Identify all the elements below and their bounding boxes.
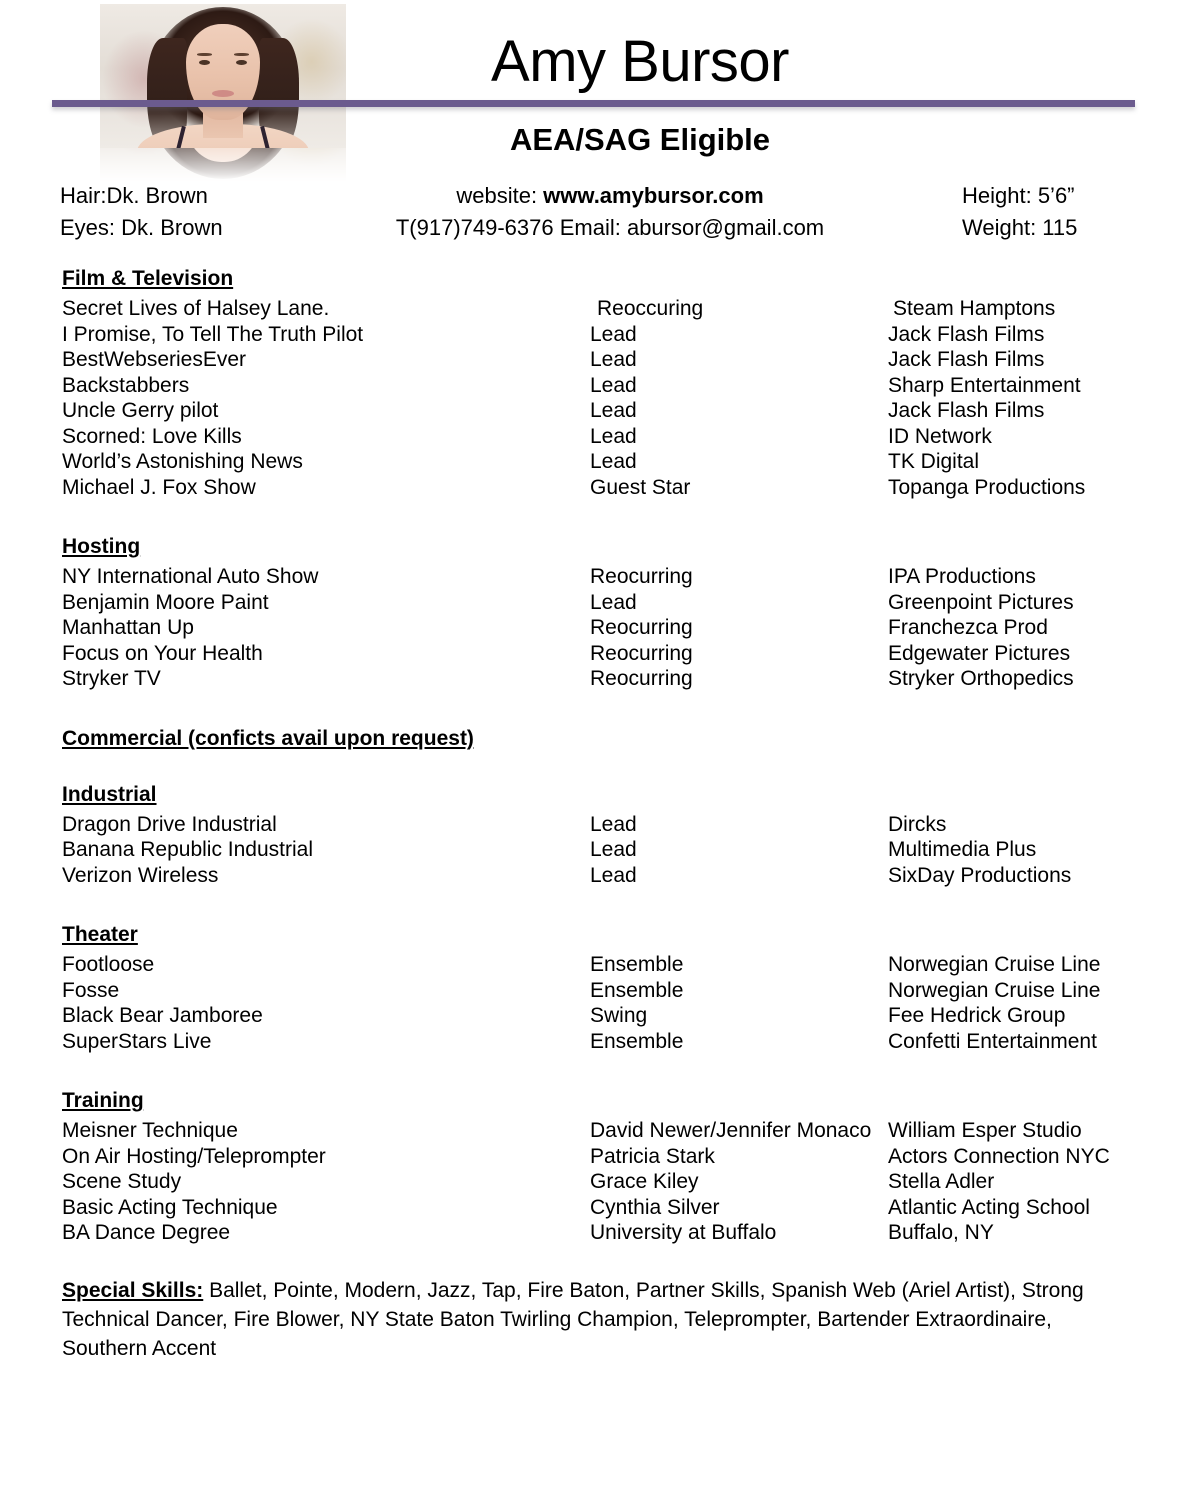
credit-title: Banana Republic Industrial [62,838,313,861]
credit-title: BA Dance Degree [62,1221,231,1244]
credit-title: Dragon Drive Industrial [62,812,277,836]
section-heading: Film & Television [62,267,234,290]
credit-row [0,1220,1200,1246]
website-prefix: website: [456,183,544,208]
credit-title: Footloose [62,953,155,976]
section-spacer [0,1246,1200,1276]
special-skills [0,1276,1200,1363]
section-heading: Training [62,1089,144,1112]
hair-color-label: Hair:Dk. Brown [60,183,208,208]
credit-title: World’s Astonishing News [62,450,303,473]
credit-title: Backstabbers [62,373,190,397]
credit-role: Lead [590,590,637,614]
section-industrial [0,778,1200,889]
section-film-television [0,262,1200,500]
resume-body [0,262,1200,1363]
website-url[interactable]: www.amybursor.com [543,183,764,208]
credit-title: Fosse [62,978,120,1002]
credit-row [0,812,1200,838]
section-heading: Hosting [62,535,141,558]
credit-row [0,449,1200,475]
credit-title: Meisner Technique [62,1119,238,1142]
credit-row [0,1169,1200,1195]
credit-role: Reocurring [590,616,693,639]
credit-role: David Newer/Jennifer Monaco [590,1119,872,1142]
credit-row [0,1029,1200,1055]
contact-info-block [0,180,1200,244]
credit-company: Actors Connection NYC [888,1144,1110,1168]
credit-row [0,837,1200,863]
eye-color-label: Eyes: Dk. Brown [60,215,223,240]
credit-role: Lead [590,863,637,887]
credit-row [0,1144,1200,1170]
credit-row [0,347,1200,373]
credit-title: Michael J. Fox Show [62,475,256,499]
credit-role: Cynthia Silver [590,1195,720,1219]
union-status: AEA/SAG Eligible [509,122,771,157]
credit-role: Grace Kiley [590,1170,699,1193]
credit-company: Jack Flash Films [888,322,1045,346]
section-commercial-conficts-avail-upon-request [0,722,1200,756]
phone-email-line[interactable]: T(917)749-6376 Email: abursor@gmail.com [395,215,825,240]
credit-company: Fee Hedrick Group [888,1004,1066,1027]
credit-company: Norwegian Cruise Line [888,978,1101,1002]
section-hosting [0,530,1200,692]
section-spacer [0,500,1200,530]
credit-title: Benjamin Moore Paint [62,590,269,614]
credit-role: Patricia Stark [590,1144,715,1168]
credit-title: Uncle Gerry pilot [62,399,219,422]
credit-company: Stryker Orthopedics [888,667,1074,690]
credit-role: Lead [590,399,637,422]
credit-title: I Promise, To Tell The Truth Pilot [62,322,364,346]
credit-row [0,1118,1200,1144]
credit-role: Swing [590,1004,648,1027]
credit-title: Manhattan Up [62,616,194,639]
credit-role: Lead [590,450,637,473]
special-skills-text: Ballet, Pointe, Modern, Jazz, Tap, Fire Baton, Partner Skills, Spanish Web (Ariel Artist), Strong Technical Dancer, Fire Blower, NY State Baton Twirling Champion, Teleprompter, Bartender Extraordinaire, Southern Accent [62,1278,1084,1360]
section-spacer [0,1054,1200,1084]
credit-title: Secret Lives of Halsey Lane. [62,297,330,320]
section-heading: Industrial [62,782,157,806]
credit-row [0,296,1200,322]
credit-role: Lead [590,838,637,861]
credit-company: Atlantic Acting School [888,1195,1090,1219]
credit-row [0,373,1200,399]
credit-row [0,398,1200,424]
contact-row-1 [0,180,1200,212]
credit-company: Steam Hamptons [893,297,1056,320]
credit-row [0,615,1200,641]
credit-company: Sharp Entertainment [888,373,1081,397]
credit-title: On Air Hosting/Teleprompter [62,1144,326,1168]
credit-company: Franchezca Prod [888,616,1048,639]
credit-company: Buffalo, NY [888,1221,994,1244]
credit-title: BestWebseriesEver [62,348,247,371]
credit-company: Norwegian Cruise Line [888,953,1101,976]
credit-company: Jack Flash Films [888,399,1045,422]
contact-row-2 [0,212,1200,244]
credit-title: SuperStars Live [62,1029,212,1053]
section-heading: Commercial (conficts avail upon request) [62,726,474,750]
credit-company: IPA Productions [888,565,1036,588]
credit-row [0,424,1200,450]
credit-company: Dircks [888,812,947,836]
credit-row [0,641,1200,667]
height-label: Height: 5’6” [962,183,1075,208]
credit-role: Lead [590,322,637,346]
section-spacer [0,888,1200,918]
section-theater [0,918,1200,1054]
credit-row [0,322,1200,348]
credit-row [0,1003,1200,1029]
credit-row [0,1195,1200,1221]
credit-company: Topanga Productions [888,475,1086,499]
section-spacer [0,756,1200,778]
credit-role: Lead [590,348,637,371]
credit-role: Ensemble [590,1029,684,1053]
credit-role: Guest Star [590,475,691,499]
credit-role: Ensemble [590,953,684,976]
credit-role: Ensemble [590,978,684,1002]
credit-row [0,863,1200,889]
credit-title: Basic Acting Technique [62,1195,278,1219]
special-skills-label: Special Skills: [62,1278,204,1302]
section-heading: Theater [62,923,138,946]
credit-title: Verizon Wireless [62,863,219,887]
resume-header [0,0,1200,250]
credit-title: Scene Study [62,1170,182,1193]
credit-row [0,590,1200,616]
credit-row [0,666,1200,692]
credit-title: Black Bear Jamboree [62,1004,263,1027]
credit-company: William Esper Studio [888,1119,1082,1142]
page-title: Amy Bursor [491,29,789,94]
credit-role: Reocurring [590,641,693,665]
credit-company: SixDay Productions [888,863,1072,887]
credit-role: Lead [590,424,637,448]
credit-row [0,564,1200,590]
credit-company: Jack Flash Films [888,348,1045,371]
credit-role: Reocurring [590,667,693,690]
weight-label: Weight: 115 [962,215,1078,240]
credit-role: Lead [590,812,637,836]
credit-row [0,978,1200,1004]
website-line [360,180,860,212]
credit-role: University at Buffalo [590,1221,777,1244]
credit-row [0,475,1200,501]
credit-company: ID Network [888,424,992,448]
credit-company: TK Digital [888,450,980,473]
section-spacer [0,692,1200,722]
credit-company: Stella Adler [888,1170,995,1193]
credit-title: Scorned: Love Kills [62,424,242,448]
credit-company: Confetti Entertainment [888,1029,1097,1053]
section-training [0,1084,1200,1246]
credit-role: Lead [590,373,637,397]
credit-title: Stryker TV [62,667,161,690]
credit-company: Edgewater Pictures [888,641,1071,665]
credit-role: Reoccuring [597,297,704,320]
credit-company: Greenpoint Pictures [888,590,1074,614]
credit-row [0,952,1200,978]
credit-title: NY International Auto Show [62,565,319,588]
credit-role: Reocurring [590,565,693,588]
credit-company: Multimedia Plus [888,838,1037,861]
header-divider-rule [52,100,1135,107]
credit-title: Focus on Your Health [62,641,263,665]
